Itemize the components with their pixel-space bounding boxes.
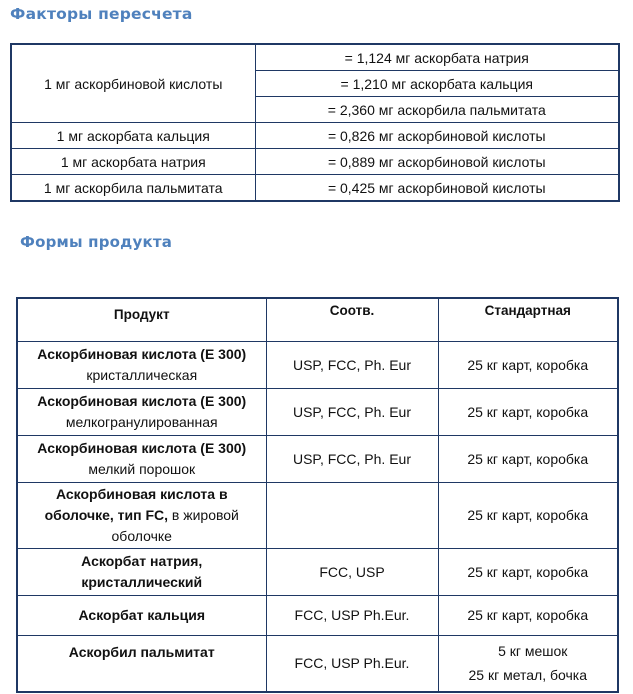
product-cell: [17, 636, 266, 692]
source-cell: 1 мг аскорбата натрия: [11, 149, 255, 175]
product-name-line: [22, 505, 262, 526]
table-row: [17, 342, 618, 389]
header-product: Продукт: [17, 298, 266, 342]
product-name: Аскорбиновая кислота в: [55, 486, 228, 502]
table-row: [11, 44, 619, 71]
package-cell: 25 кг карт, коробка: [438, 483, 618, 549]
package-option: 5 кг мешок: [498, 643, 568, 660]
source-cell: 1 мг аскорбата кальция: [11, 123, 255, 149]
target-cell: = 0,889 мг аскорбиновой кислоты: [255, 149, 619, 175]
product-name: Аскорбат кальция: [78, 607, 205, 623]
compliance-cell: USP, FCC, Ph. Eur: [266, 436, 438, 483]
package-option: 25 кг метал, бочка: [468, 667, 588, 684]
table-row: [11, 149, 619, 175]
product-cell: [17, 483, 266, 549]
package-cell: 25 кг карт, коробка: [438, 389, 618, 436]
product-name: Аскорбиновая кислота (E 300): [37, 440, 247, 456]
table-row: [17, 549, 618, 596]
target-cell: = 0,826 мг аскорбиновой кислоты: [255, 123, 619, 149]
package-cell: 25 кг карт, коробка: [438, 436, 618, 483]
product-name: Аскорбил пальмитат: [68, 644, 215, 660]
compliance-cell: FCC, USP Ph.Eur.: [266, 636, 438, 692]
table-row: [17, 636, 618, 692]
table-row: [17, 436, 618, 483]
product-name: Аскорбиновая кислота (E 300): [37, 346, 247, 362]
package-cell: 25 кг карт, коробка: [438, 549, 618, 596]
product-variant: кристаллический: [81, 574, 203, 590]
product-cell: [17, 436, 266, 483]
target-cell: = 0,425 мг аскорбиновой кислоты: [255, 175, 619, 202]
compliance-cell: FCC, USP: [266, 549, 438, 596]
product-cell: [17, 342, 266, 389]
table-row: [17, 596, 618, 636]
conversion-factors-table: [10, 43, 620, 202]
target-cell: = 2,360 мг аскорбила пальмитата: [255, 97, 619, 123]
compliance-cell: [266, 483, 438, 549]
package-cell: [438, 636, 618, 692]
header-row: [17, 298, 618, 342]
product-cell: [17, 389, 266, 436]
source-cell: 1 мг аскорбила пальмитата: [11, 175, 255, 202]
table-row: [17, 483, 618, 549]
header-standard: Стандартная: [438, 298, 618, 342]
target-cell: = 1,124 мг аскорбата натрия: [255, 44, 619, 71]
product-cell: [17, 549, 266, 596]
product-name: Аскорбат натрия,: [81, 553, 203, 569]
table-row: [17, 389, 618, 436]
target-cell: = 1,210 мг аскорбата кальция: [255, 71, 619, 97]
product-forms-table: [16, 297, 619, 693]
product-variant: кристаллическая: [86, 367, 198, 383]
product-type: оболочке, тип FC,: [44, 507, 168, 523]
product-variant: оболочке: [111, 528, 172, 544]
product-cell: [17, 596, 266, 636]
product-forms-heading: Формы продукта: [20, 233, 173, 251]
source-cell: 1 мг аскорбиновой кислоты: [11, 44, 255, 123]
product-coating: в жировой: [168, 507, 239, 523]
compliance-cell: USP, FCC, Ph. Eur: [266, 342, 438, 389]
compliance-cell: USP, FCC, Ph. Eur: [266, 389, 438, 436]
product-variant: мелкий порошок: [88, 461, 196, 477]
table-row: [11, 175, 619, 202]
table-row: [11, 123, 619, 149]
package-cell: 25 кг карт, коробка: [438, 342, 618, 389]
conversion-factors-heading: Факторы пересчета: [10, 5, 193, 23]
product-variant: мелкогранулированная: [65, 414, 218, 430]
package-cell: 25 кг карт, коробка: [438, 596, 618, 636]
header-compliance: Соотв.: [266, 298, 438, 342]
compliance-cell: FCC, USP Ph.Eur.: [266, 596, 438, 636]
product-name: Аскорбиновая кислота (E 300): [37, 393, 247, 409]
